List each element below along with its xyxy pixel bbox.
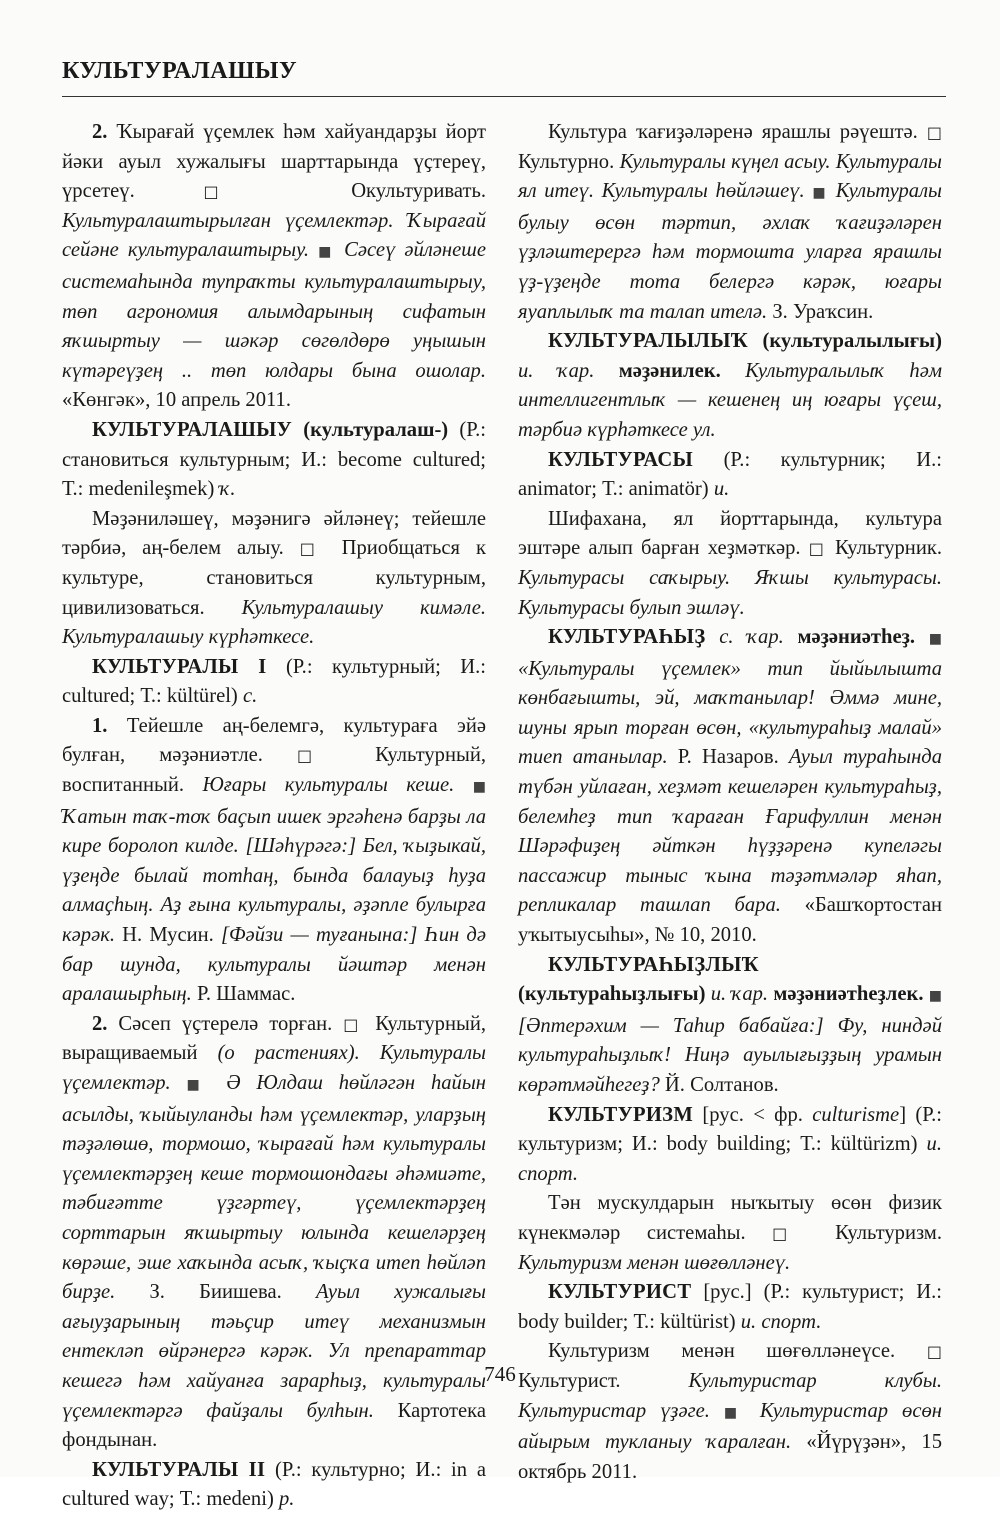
text-segment: и. ҡар.: [705, 983, 774, 1006]
text-segment: Сәсеү әйләнеше системаһында тупраҡты культуралаштырыу, төп агрономия алымдарының сифатын яҡшыртыу — шәкәр сөгөлдөрө уңышын күтәреүҙең .. төп юлдары бына ошолар.: [62, 239, 486, 382]
text-segment: Ә Юлдаш һөйләгән һайын асылды, ҡыйыуланды һәм үҫемлектәр, уларҙың тәҙәлөшө, тормошо, ҡырағай һәм культуралы үҫемлектәрҙең кеше тормошондағы әһәмиәте, тәбиғәтте үҙгәртеү, үҫемлектәрҙең сорттарын яҡшыртыу юлында кешеләрҙең көрәше, эше хаҡында асыҡ, ҡыҫҡа итеп һөйләп бирҙе.: [62, 1072, 487, 1304]
text-segment: Культуралаштырылған үҫемлектәр. Ҡырағай сейәне культуралаштырыу.: [62, 209, 486, 262]
text-segment: Культуристар клубы. Культуристар үҙәге.: [518, 1369, 942, 1422]
text-segment: и.: [713, 478, 730, 501]
text-segment: З. Биишева.: [115, 1281, 316, 1304]
text-segment: culturisme: [812, 1103, 900, 1126]
text-segment: Ҡатын таҡ-тоҡ баҫып ишек эргәһенә барҙы ла кире боролоп килде. [Шәһүрәгә:] Бел, ҡыҙыкай, үҙеңде былай тотһаң, бында балауыҙ һуҙа алмаҫһың. Аҙ ғына культуралы, әҙәпле булырға кәрәк.: [62, 805, 486, 947]
dictionary-paragraph: [62, 1456, 486, 1515]
text-segment: Культуралы күңел асыу. Культуралы ял итеү. Культуралы һөйләшеү.: [518, 150, 942, 203]
dictionary-paragraph: [518, 118, 942, 327]
headword: КУЛЬТУРИСТ: [548, 1281, 692, 1304]
text-segment: р.: [278, 1488, 295, 1511]
text-segment: Р. Назаров.: [667, 746, 789, 769]
dictionary-paragraph: [62, 118, 486, 416]
text-segment: Тән мускулдарын ныҡытыу өсөн физик күнекмәләр системаһы.: [518, 1192, 942, 1244]
headword: КУЛЬТУРАЛЫ II: [92, 1458, 266, 1481]
text-segment: Культурный, выращиваемый: [62, 1012, 486, 1065]
text-segment: Культурный, воспитанный.: [62, 744, 486, 797]
text-segment: Ауыл хужалығы ағыуҙарының тәьҫир итеү механизмын ентекләп өйрәнергә кәрәк. Ул препараттар кешегә һәм хайуанға зарарһыҙ, культуралы үҫемлектәргә файҙалы булһын.: [62, 1281, 486, 1422]
text-segment: и. спорт.: [518, 1133, 942, 1185]
text-segment: и. ҡар.: [518, 359, 619, 382]
dictionary-paragraph: [518, 327, 942, 445]
text-segment: Культуралы булыу өсөн тәртип, әхлаҡ ҡағиҙәләрен үҙләштерергә һәм тормошта уларға ярашлы үҙ-үҙеңде тота белергә кәрәк, юғары яуаплылыҡ та талап ителә.: [518, 180, 943, 323]
text-segment: (культуралаш-): [292, 418, 449, 441]
text-segment: 2.: [92, 1012, 119, 1035]
text-segment: Окультуривать.: [282, 180, 486, 203]
header-rule: [62, 96, 946, 97]
dictionary-paragraph: [62, 712, 486, 1010]
text-segment: Приобщаться к культуре, становиться культурным, цивилизоваться.: [62, 537, 486, 619]
headword: КУЛЬТУРАЛАШЫУ: [92, 418, 293, 441]
text-segment: (Р.: становиться культурным; И.: become cultured; Т.: medenileşmek): [62, 418, 486, 501]
example-marker-icon: ■: [928, 631, 942, 648]
text-segment: Шифахана, ял йорттарында, культура эштәре алып барған хеҙмәткәр.: [518, 507, 942, 560]
text-segment: «Йүрүҙән», 15 октябрь 2011.: [518, 1431, 942, 1483]
text-segment: Культуризм.: [808, 1221, 942, 1244]
text-segment: (Р.: культурник; И.: animator; Т.: animatör): [518, 448, 942, 501]
example-marker-icon: ■: [186, 1077, 211, 1093]
dictionary-paragraph: [62, 505, 486, 653]
text-segment: с.: [242, 685, 258, 708]
text-segment: Культуралылыҡ һәм интеллигентлыҡ — кешенең иң юғары үҫеш, тәрбиә күрһәткесе ул.: [518, 359, 942, 441]
translation-marker-icon: □: [926, 123, 942, 142]
text-segment: Ҡырағай үҫемлек һәм хайуандарҙы йорт йәки ауыл хужалығы шарттарында үҫтереү, үрсетеү.: [62, 121, 486, 203]
dictionary-paragraph: [518, 623, 942, 951]
dictionary-paragraph: [518, 1337, 942, 1487]
right-column: [518, 118, 942, 1487]
text-segment: Культурасы саҡырыу. Яҡшы культурасы. Культурасы булып эшләү.: [518, 566, 942, 619]
text-segment: (о растениях). Культуралы үҫемлектәр.: [62, 1042, 487, 1094]
dictionary-paragraph: [62, 416, 486, 505]
page-number: 746: [484, 1362, 516, 1386]
text-segment: (Р.: культурно; И.: in a cultured way; Т.: medeni): [62, 1458, 486, 1511]
text-segment: Й. Солтанов.: [659, 1074, 779, 1096]
text-segment: «Культуралы үҫемлек» тип йыйылышта көнбағышты, эй, маҡтанылар! Әммә мине, шуны ярып торған өсөн, «культураһыҙ малай» тиеп атанылар.: [518, 657, 942, 769]
headword: КУЛЬТУРАЛЫЛЫҠ: [548, 330, 749, 353]
text-segment: Сәсеп үҫтерелә торған.: [118, 1012, 344, 1035]
example-marker-icon: ■: [928, 988, 942, 1005]
headword: КУЛЬТУРАҺЫҘ: [548, 626, 706, 649]
text-segment: 2.: [92, 121, 117, 143]
text-segment: (культураһыҙлығы): [518, 983, 706, 1006]
text-segment: Р. Шаммас.: [191, 983, 296, 1006]
example-marker-icon: ■: [723, 1404, 746, 1421]
text-segment: мәҙәнилек.: [618, 359, 746, 382]
dictionary-paragraph: [518, 1189, 942, 1278]
headword: КУЛЬТУРАСЫ: [548, 448, 694, 471]
text-segment: с. ҡар.: [705, 626, 798, 649]
text-segment: З. Ураҡсин.: [767, 300, 874, 323]
text-segment: Картотека фондынан.: [62, 1399, 487, 1452]
text-segment: [Әптерәхим — Таһир бабайға:] Фу, ниндәй культураһыҙлыҡ! Ниңә ауылығыҙҙың урамын көрәтмәйһегеҙ?: [518, 1014, 942, 1096]
example-marker-icon: ■: [472, 779, 486, 796]
translation-marker-icon: □: [343, 1014, 365, 1034]
headword: КУЛЬТУРАҺЫҘЛЫҠ: [548, 953, 760, 976]
translation-marker-icon: □: [297, 746, 342, 766]
headword: КУЛЬТУРАЛЫ I: [92, 655, 267, 678]
text-segment: ҡ.: [219, 478, 236, 501]
dictionary-paragraph: [518, 505, 942, 623]
text-segment: Культуристар өсөн айырым тукланыу ҡаралған.: [518, 1399, 942, 1454]
text-segment: Культуралашыу кимәле. Культуралашыу күрһәткесе.: [62, 596, 486, 649]
text-segment: мәҙәниәтһеҙлек.: [773, 983, 929, 1006]
left-column: [62, 118, 486, 1515]
example-marker-icon: ■: [812, 185, 829, 202]
headword: КУЛЬТУРИЗМ: [548, 1103, 694, 1126]
text-segment: мәҙәниәтһеҙ.: [797, 626, 929, 649]
text-segment: 1.: [92, 714, 127, 737]
text-segment: Юғары культуралы кеше.: [202, 774, 473, 797]
text-segment: [рус.] (Р.: культурист; И.: body builder; Т.: kültürist): [518, 1281, 942, 1333]
text-segment: Культурист.: [518, 1369, 689, 1392]
text-segment: Культура ҡағиҙәләренә ярашлы рәүештә.: [548, 121, 927, 143]
text-segment: и. спорт.: [740, 1310, 822, 1333]
text-segment: (Р.: культурный; И.: cultured; Т.: kültürel): [62, 655, 486, 708]
text-segment: Культуризм менән шөғөлләнеүсе.: [548, 1340, 927, 1363]
text-segment: Мәҙәниләшеү, мәҙәнигә әйләнеү; тейешле тәрбиә, аң-белем алыу.: [62, 507, 486, 560]
running-header: КУЛЬТУРАЛАШЫУ: [62, 58, 298, 84]
text-segment: Культуризм менән шөғөлләнеү.: [518, 1251, 791, 1274]
text-segment: [рус. < фр.: [693, 1103, 813, 1126]
dictionary-paragraph: [518, 1278, 942, 1337]
text-segment: Культурник.: [826, 537, 942, 560]
text-segment: Ауыл тураһында түбән уйлаған, хеҙмәт кешеләрен культураһыҙ, белемһеҙ тип ҡараған Ғарифуллин менән Шәрәфиҙең әйткән һүҙҙәренә купеләгы пассажир тыныс ҡына тәҙәтмәләр яһап, репликалар ташлап бара.: [518, 746, 943, 917]
example-marker-icon: ■: [318, 244, 336, 261]
translation-marker-icon: □: [808, 539, 827, 559]
text-segment: (культуралылығы): [748, 330, 942, 353]
text-segment: «Башҡортостан уҡытыусыһы», № 10, 2010.: [518, 894, 942, 947]
translation-marker-icon: □: [926, 1342, 942, 1362]
text-segment: Н. Мусин.: [115, 924, 221, 947]
dictionary-paragraph: [518, 446, 942, 505]
translation-marker-icon: □: [299, 539, 326, 559]
dictionary-paragraph: [518, 951, 942, 1101]
text-segment: Тейешле аң-белемгә, культураға эйә булған, мәҙәниәтле.: [62, 714, 486, 767]
text-segment: Культурно.: [518, 150, 620, 173]
text-segment: ] (Р.: культуризм; И.: body building; Т.: kültürizm): [518, 1103, 942, 1156]
text-segment: [Фәйзи — туғанына:] Һин дә бар шунда, культуралы йәштәр менән аралашырһың.: [62, 924, 486, 1006]
translation-marker-icon: □: [772, 1223, 809, 1243]
dictionary-paragraph: [62, 653, 486, 712]
dictionary-paragraph: [62, 1010, 486, 1456]
dictionary-paragraph: [518, 1101, 942, 1190]
text-segment: «Көнгәк», 10 апрель 2011.: [62, 389, 291, 412]
translation-marker-icon: □: [203, 182, 283, 202]
